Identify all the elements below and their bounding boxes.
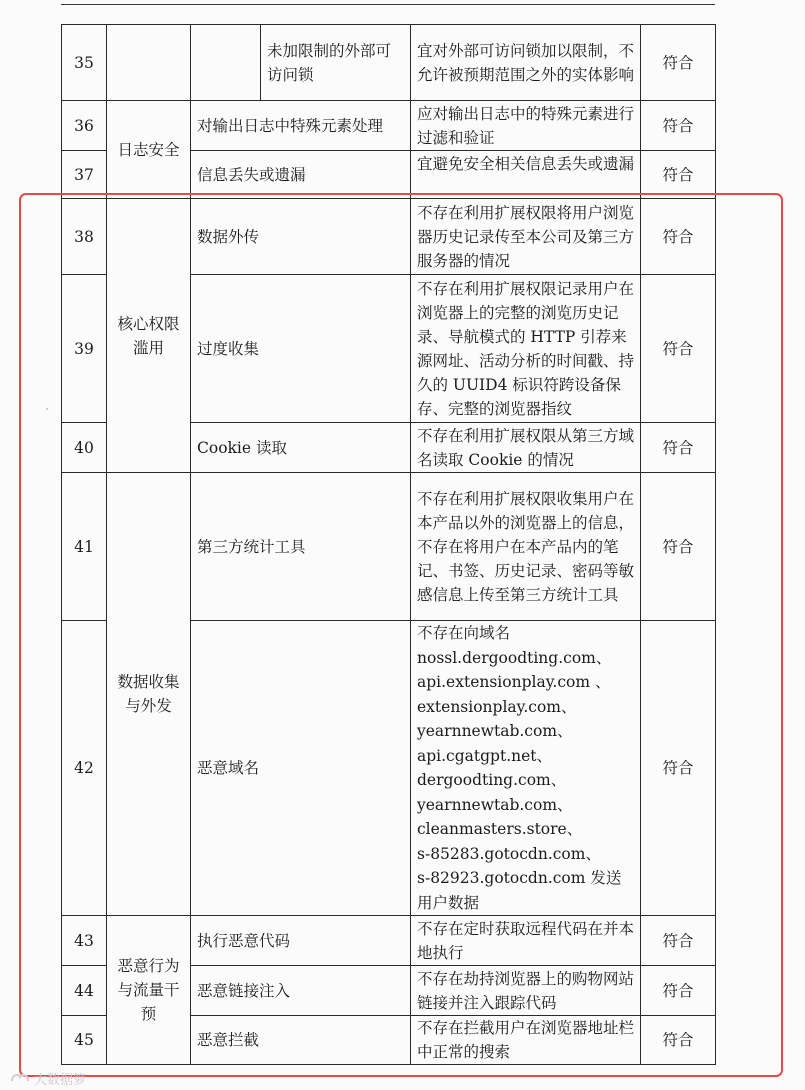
row-number: 37 bbox=[62, 151, 107, 199]
result-badge: 符合 bbox=[641, 25, 716, 101]
check-item: 未加限制的外部可访问锁 bbox=[261, 25, 411, 101]
row-number: 35 bbox=[62, 25, 107, 101]
requirement-line: s-85283.gotocdn.com、 bbox=[417, 844, 601, 863]
watermark-logo-icon bbox=[10, 1071, 30, 1085]
result-badge: 符合 bbox=[641, 423, 716, 473]
check-item: 恶意拦截 bbox=[191, 1016, 411, 1065]
requirement-text: 不存在定时获取远程代码在并本地执行 bbox=[411, 916, 641, 966]
category-cell: 恶意行为与流量干预 bbox=[107, 916, 191, 1065]
row-number: 42 bbox=[62, 621, 107, 916]
result-badge: 符合 bbox=[641, 151, 716, 199]
requirement-text: 不存在劫持浏览器上的购物网站链接并注入跟踪代码 bbox=[411, 966, 641, 1016]
check-item: 恶意域名 bbox=[191, 621, 411, 916]
requirement-line: s-82923.gotocdn.com 发送用户数据 bbox=[417, 869, 622, 912]
table-row bbox=[62, 199, 716, 275]
category-cell-empty bbox=[107, 25, 191, 101]
requirement-line: yearnnewtab.com、 bbox=[417, 722, 573, 740]
check-item: 数据外传 bbox=[191, 199, 411, 275]
requirement-text: 不存在拦截用户在浏览器地址栏中正常的搜索 bbox=[411, 1016, 641, 1065]
row-number: 36 bbox=[62, 101, 107, 151]
table-row bbox=[62, 473, 716, 621]
requirement-line: api.extensionplay.com 、 bbox=[417, 673, 611, 691]
requirement-text: 不存在利用扩展权限将用户浏览器历史记录传至本公司及第三方服务器的情况 bbox=[411, 199, 641, 275]
requirement-text: 不存在利用扩展权限记录用户在浏览器上的完整的浏览历史记录、导航模式的 HTTP 引荐来源网址、活动分析的时间戳、持久的 UUID4 标识符跨设备保存、完整的浏览器指纹 bbox=[411, 275, 641, 423]
category-cell: 日志安全 bbox=[107, 101, 191, 199]
result-badge: 符合 bbox=[641, 916, 716, 966]
row-number: 45 bbox=[62, 1016, 107, 1065]
requirement-line: api.cgatgpt.net、 bbox=[417, 746, 553, 765]
check-item: 执行恶意代码 bbox=[191, 916, 411, 966]
row-number: 41 bbox=[62, 473, 107, 621]
check-item: 过度收集 bbox=[191, 275, 411, 423]
result-badge: 符合 bbox=[641, 966, 716, 1016]
table-row bbox=[62, 25, 716, 101]
requirement-text: 应对输出日志中的特殊元素进行过滤和验证 bbox=[411, 101, 641, 151]
requirement-line: cleanmasters.store、 bbox=[417, 820, 583, 838]
requirement-text: 宜避免安全相关信息丢失或遗漏 bbox=[411, 151, 641, 199]
table-row bbox=[62, 916, 716, 966]
requirement-line: nossl.dergoodting.com、 bbox=[417, 648, 612, 667]
check-item: 信息丢失或遗漏 bbox=[191, 151, 411, 199]
watermark-text: 大数据箩 bbox=[34, 1072, 87, 1088]
row-number: 44 bbox=[62, 966, 107, 1016]
check-item: Cookie 读取 bbox=[191, 423, 411, 473]
watermark bbox=[10, 1068, 86, 1088]
requirement-line: extensionplay.com、 bbox=[417, 697, 577, 716]
category-cell: 核心权限滥用 bbox=[107, 199, 191, 473]
result-badge: 符合 bbox=[641, 101, 716, 151]
result-badge: 符合 bbox=[641, 199, 716, 275]
spec-table bbox=[61, 24, 716, 1065]
requirement-line: 不存在向域名 bbox=[417, 624, 511, 642]
row-number: 43 bbox=[62, 916, 107, 966]
row-number: 38 bbox=[62, 199, 107, 275]
row-number: 40 bbox=[62, 423, 107, 473]
requirement-text bbox=[411, 621, 641, 916]
subcategory-cell-empty bbox=[191, 25, 261, 101]
scan-speck bbox=[46, 408, 48, 410]
check-item: 第三方统计工具 bbox=[191, 473, 411, 621]
result-badge: 符合 bbox=[641, 275, 716, 423]
requirement-text: 不存在利用扩展权限从第三方域名读取 Cookie 的情况 bbox=[411, 423, 641, 473]
result-badge: 符合 bbox=[641, 1016, 716, 1065]
check-item: 恶意链接注入 bbox=[191, 966, 411, 1016]
requirement-text: 宜对外部可访问锁加以限制，不允许被预期范围之外的实体影响 bbox=[411, 25, 641, 101]
requirement-line: dergoodting.com、 bbox=[417, 771, 567, 789]
top-rule bbox=[61, 4, 715, 5]
row-number: 39 bbox=[62, 275, 107, 423]
requirement-text: 不存在利用扩展权限收集用户在本产品以外的浏览器上的信息，不存在将用户在本产品内的笔记、书签、历史记录、密码等敏感信息上传至第三方统计工具 bbox=[411, 473, 641, 621]
requirement-line: yearnnewtab.com、 bbox=[417, 795, 573, 814]
check-item: 对输出日志中特殊元素处理 bbox=[191, 101, 411, 151]
result-badge: 符合 bbox=[641, 621, 716, 916]
table-row bbox=[62, 101, 716, 151]
category-cell: 数据收集与外发 bbox=[107, 473, 191, 916]
result-badge: 符合 bbox=[641, 473, 716, 621]
